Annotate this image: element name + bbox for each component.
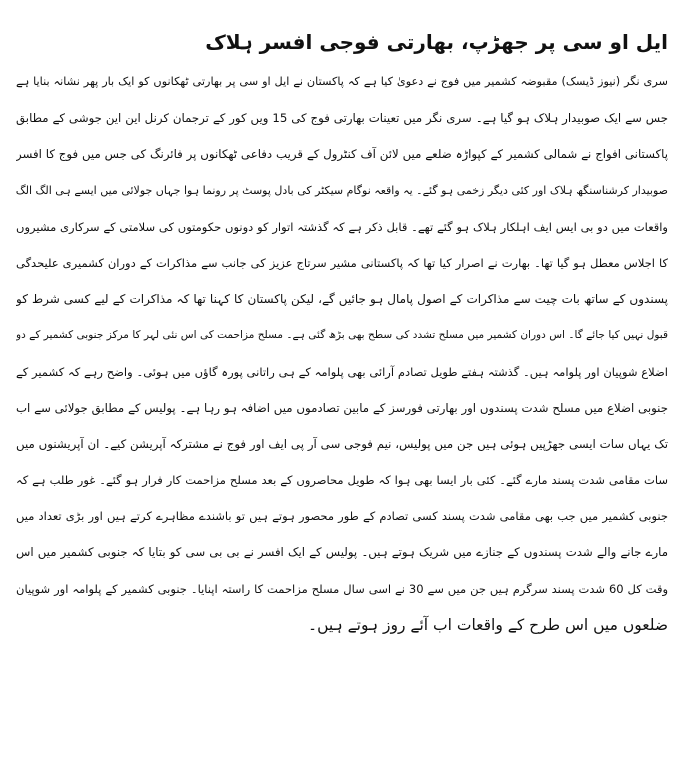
article-line: اضلاع شوپیان اور پلوامہ ہیں۔ گذشتہ ہفتے طویل تصادم آرائی بھی پلوامہ کے ہی راتانی پورہ گاؤں میں ہوئی۔ واضح رہے کہ کشمیر کے xyxy=(16,364,668,379)
article-line: مارے جانے والے شدت پسندوں کے جنازے میں شریک ہوتے ہیں۔ پولیس کے ایک افسر نے بی بی سی کو بتایا کہ جنوبی کشمیر میں اس xyxy=(16,545,668,560)
article-line: وقت کل 60 شدت پسند سرگرم ہیں جن میں سے 30 نے اسی سال مسلح مزاحمت کا راستہ اپنایا۔ جنوبی کشمیر کے پلوامہ اور شوپیان xyxy=(16,581,668,596)
article-line: قبول نہیں کیا جائے گا۔ اس دوران کشمیر میں مسلح تشدد کی سطح بھی بڑھ گئی ہے۔ مسلح مزاحمت کی اس نئی لہر کا مرکز جنوبی کشمیر کے دو xyxy=(16,329,668,342)
article-line: پسندوں کے ساتھ بات چیت سے مذاکرات کے اصول پامال ہو جائیں گے، لیکن پاکستان کا کہنا تھا کہ مذاکرات کے لیے کسی شرط کو xyxy=(16,292,668,307)
article-line: واقعات میں دو بی ایس ایف اہلکار ہلاک ہو گئے تھے۔ قابل ذکر ہے کہ گذشتہ اتوار کو دونوں حکومتوں کی سلامتی کے سرکاری مشیروں xyxy=(16,219,668,234)
article-line: سری نگر (نیوز ڈیسک) مقبوضہ کشمیر میں فوج نے دعویٰ کیا ہے کہ پاکستان نے ایل او سی پر بھارتی ٹھکانوں کو ایک بار پھر نشانہ بنایا ہے xyxy=(16,75,668,88)
article-line: صوبیدار کرشناسنگھ ہلاک اور کئی دیگر زخمی ہو گئے۔ یہ واقعہ نوگام سیکٹر کی بادل پوسٹ پر رونما ہوا جہاں جولائی میں ایسے ہی الگ الگ xyxy=(16,183,668,197)
article-line: سات مقامی شدت پسند مارے گئے۔ کئی بار ایسا بھی ہوا کہ طویل محاصروں کے بعد مسلح مزاحمت کار فرار ہو گئے۔ غور طلب ہے کہ xyxy=(16,473,668,488)
article-line: پاکستانی افواج نے شمالی کشمیر کے کپواڑہ ضلعے میں لائن آف کنٹرول کے قریب دفاعی ٹھکانوں پر فائرنگ کی جس میں فوج کا افسر xyxy=(16,147,668,162)
article-line: کا اجلاس معطل ہو گیا تھا۔ بھارت نے اصرار کیا تھا کہ پاکستانی مشیر سرتاج عزیز کی جانب سے مذاکرات کے دوران کشمیری علیحدگی xyxy=(16,255,668,270)
article-body xyxy=(16,64,668,643)
article-line: جس سے ایک صوبیدار ہلاک ہو گیا ہے۔ سری نگر میں تعینات بھارتی فوج کی 15 ویں کور کے ترجمان کرنل این این جوشی کے مطابق xyxy=(16,111,668,126)
article-line: جنوبی اضلاع میں مسلح شدت پسندوں اور بھارتی فورسز کے مابین تصادموں میں اضافہ ہو رہا ہے۔ پولیس کے مطابق جولائی سے اب xyxy=(16,400,668,415)
article-line: تک یہاں سات ایسی جھڑپیں ہوئی ہیں جن میں پولیس، نیم فوجی سی آر پی ایف اور فوج نے مشترکہ آپریشن کیے۔ ان آپریشنوں میں xyxy=(16,436,668,451)
article-headline: ایل او سی پر جھڑپ، بھارتی فوجی افسر ہلاک xyxy=(205,30,668,54)
article-line: جنوبی کشمیر میں جب بھی مقامی شدت پسند کسی تصادم کے طور محصور ہوتے ہیں تو باشندے مظاہرے کرتے ہیں اور بڑی تعداد میں xyxy=(16,509,668,524)
article-line: ضلعوں میں اس طرح کے واقعات اب آئے روز ہوتے ہیں۔ xyxy=(308,615,668,634)
